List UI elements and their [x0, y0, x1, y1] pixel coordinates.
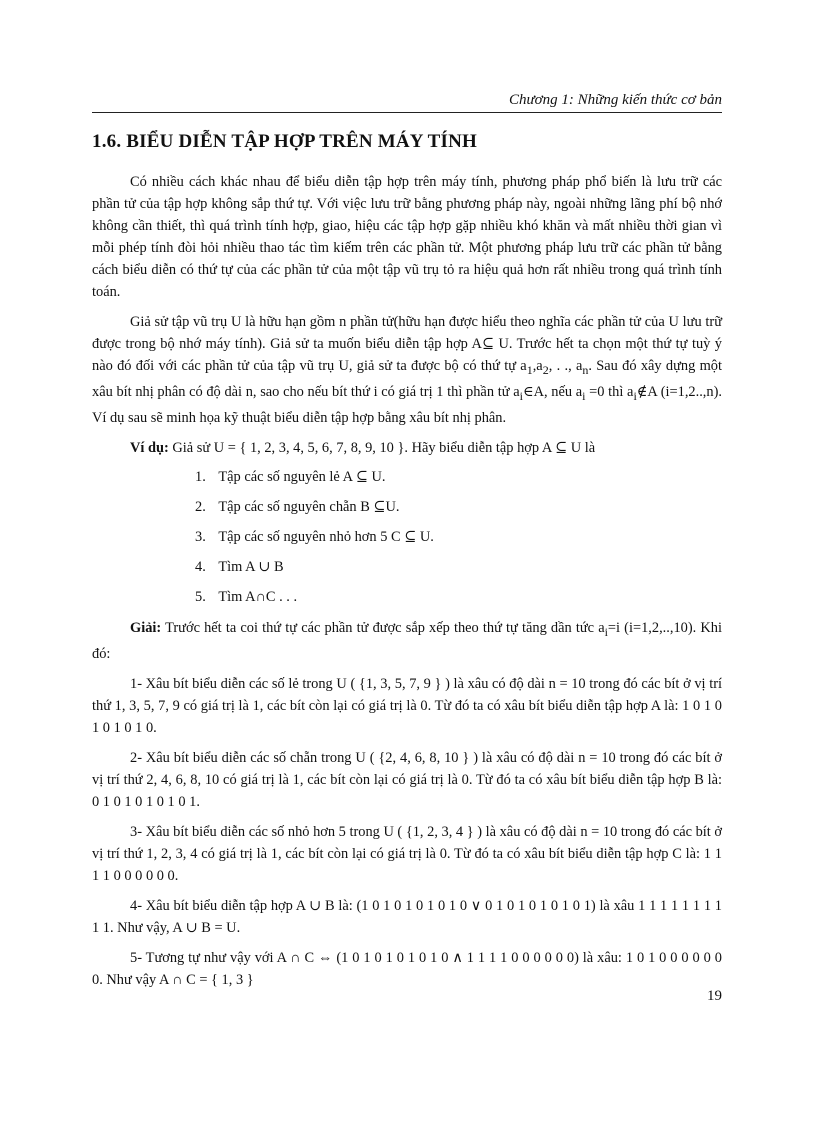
list-item: 2. Tập các số nguyên chẵn B ⊆U.	[195, 498, 400, 515]
list-item: 3. Tập các số nguyên nhỏ hơn 5 C ⊆ U.	[195, 528, 434, 545]
solution-label: Giải:	[130, 619, 162, 636]
list-item: 4. Tìm A ∪ B	[195, 558, 284, 575]
solution-step: 3- Xâu bít biểu diễn các số nhỏ hơn 5 trong U ( {1, 2, 3, 4 } ) là xâu có độ dài n = 10 trong đó các bít ở vị trí thứ 1, 2, 3, 4 có giá trị là 1, các bít còn lại có giá trị là 0. Từ đó ta có xâu bít biểu diễn tập hợp C là: 1 1 1 1 0 0 0 0 0 0.	[92, 823, 722, 884]
solution-step: 1- Xâu bít biểu diễn các số lẻ trong U ( {1, 3, 5, 7, 9 } ) là xâu có độ dài n = 10 trong đó các bít ở vị trí thứ 1, 3, 5, 7, 9 có giá trị là 1, các bít còn lại có giá trị là 0. Từ đó ta có xâu bít biểu diễn tập hợp A là: 1 0 1 0 1 0 1 0 1 0.	[92, 675, 722, 736]
example-label: Ví dụ:	[130, 439, 169, 456]
section-title: 1.6. BIỂU DIỄN TẬP HỢP TRÊN MÁY TÍNH	[92, 131, 477, 152]
solution-step: 2- Xâu bít biểu diễn các số chẵn trong U ( {2, 4, 6, 8, 10 } ) là xâu có độ dài n = 10 trong đó các bít ở vị trí thứ 2, 4, 6, 8, 10 có giá trị là 1, các bít còn lại có giá trị là 0. Từ đó ta có xâu bít biểu diễn tập hợp B là: 0 1 0 1 0 1 0 1 0 1.	[92, 749, 722, 810]
page-number: 19	[707, 988, 722, 1004]
list-item: 1. Tập các số nguyên lẻ A ⊆ U.	[195, 468, 386, 485]
list-item: 5. Tìm A∩C . . .	[195, 588, 298, 605]
definition-paragraph: Giả sử tập vũ trụ U là hữu hạn gồm n phần tử(hữu hạn được hiểu theo nghĩa các phần tử của U lưu trữ được trong bộ nhớ máy tính). Giả sử ta muốn biểu diễn tập hợp A⊆ U. Trước hết ta chọn một thứ tự tuỳ ý nào đó đối với các phần tử của tập vũ trụ U, giả sử ta được bộ có thứ tự $a_1,a_2$, . ., $a_n$. Sau đó xây dựng một xâu bít nhị phân có độ dài n, sao cho nếu bít thứ i có giá trị 1 thì phần tử $a_i\in A$, nếu $a_i =0$ thì $a_i\notin A$ (i=1,2..,n). Ví dụ sau sẽ minh họa kỹ thuật biểu diễn tập hợp bằng xâu bít nhị phân.	[92, 314, 722, 426]
solution-intro: Giải: Trước hết ta coi thứ tự các phần tử được sắp xếp theo thứ tự tăng dần tức $a_i=i$ (i=1,2,..,10). Khi đó:	[92, 619, 722, 662]
example-paragraph: Ví dụ: Giả sử U = { 1, 2, 3, 4, 5, 6, 7, 8, 9, 10 }. Hãy biểu diễn tập hợp A ⊆ U là	[130, 439, 596, 456]
running-header: Chương 1: Những kiến thức cơ bản	[92, 92, 722, 113]
page-body	[92, 130, 722, 999]
solution-step: 4- Xâu bít biểu diễn tập hợp A ∪ B là: (1 0 1 0 1 0 1 0 1 0 ∨ 0 1 0 1 0 1 0 1 0 1) là xâu 1 1 1 1 1 1 1 1 1 1. Như vậy, A ∪ B = U.	[92, 897, 722, 936]
task-list	[92, 467, 722, 608]
intro-paragraph: Có nhiều cách khác nhau để biểu diễn tập hợp trên máy tính, phương pháp phổ biến là lưu trữ các phần tử của tập hợp không sắp thứ tự. Với việc lưu trữ bằng phương pháp này, ngoài những lãng phí bộ nhớ không cần thiết, thì quá trình tính hợp, giao, hiệu các tập hợp gặp nhiều khó khăn và mất nhiều thời gian vì mỗi phép tính đòi hỏi nhiều thao tác tìm kiếm trên các phần tử. Một phương pháp lưu trữ các phần tử bằng cách biểu diễn có thứ tự của các phần tử của một tập vũ trụ tỏ ra hiệu quả hơn rất nhiều trong quá trình tính toán.	[92, 174, 722, 300]
solution-step: 5- Tương tự như vậy với A ∩ C ⇔ (1 0 1 0 1 0 1 0 1 0 ∧ 1 1 1 1 0 0 0 0 0 0) là xâu: 1 0 1 0 0 0 0 0 0 0. Như vậy A ∩ C = { 1, 3 }	[92, 949, 722, 988]
